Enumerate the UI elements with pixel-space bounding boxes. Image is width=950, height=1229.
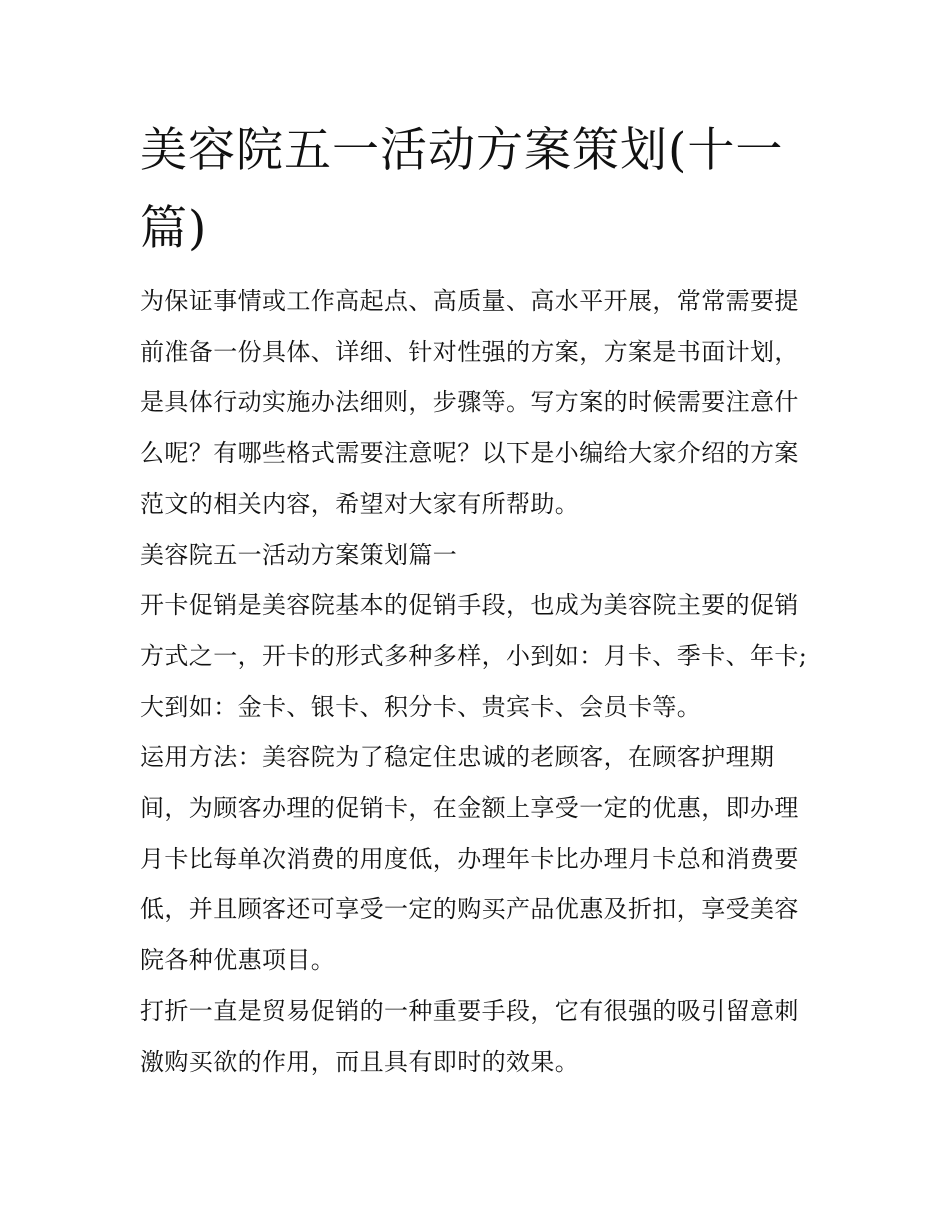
- body-paragraph-card-promotion: 开卡促销是美容院基本的促销手段，也成为美容院主要的促销方式之一，开卡的形式多种多样，小到如：月卡、季卡、年卡;大到如：金卡、银卡、积分卡、贵宾卡、会员卡等。: [140, 591, 808, 721]
- body-paragraph-usage-method: 运用方法：美容院为了稳定住忠诚的老顾客，在顾客护理期间，为顾客办理的促销卡，在金额上享受一定的优惠，即办理月卡比每单次消费的用度低，办理年卡比办理月卡总和消费要低，并且顾客还可享受一定的购买产品优惠及折扣，享受美容院各种优惠项目。: [140, 743, 799, 975]
- document-title: 美容院五一活动方案策划(十一篇): [140, 123, 784, 256]
- section-heading: 美容院五一活动方案策划篇一: [140, 540, 458, 569]
- body-paragraph-discount: 打折一直是贸易促销的一种重要手段，它有很强的吸引留意刺激购买欲的作用，而且具有即时的效果。: [140, 996, 799, 1076]
- intro-paragraph: 为保证事情或工作高起点、高质量、高水平开展，常常需要提前准备一份具体、详细、针对性强的方案，方案是书面计划，是具体行动实施办法细则，步骤等。写方案的时候需要注意什么呢？有哪些格式需要注意呢？以下是小编给大家介绍的方案范文的相关内容，希望对大家有所帮助。: [140, 287, 799, 518]
- document-body: [140, 276, 816, 1087]
